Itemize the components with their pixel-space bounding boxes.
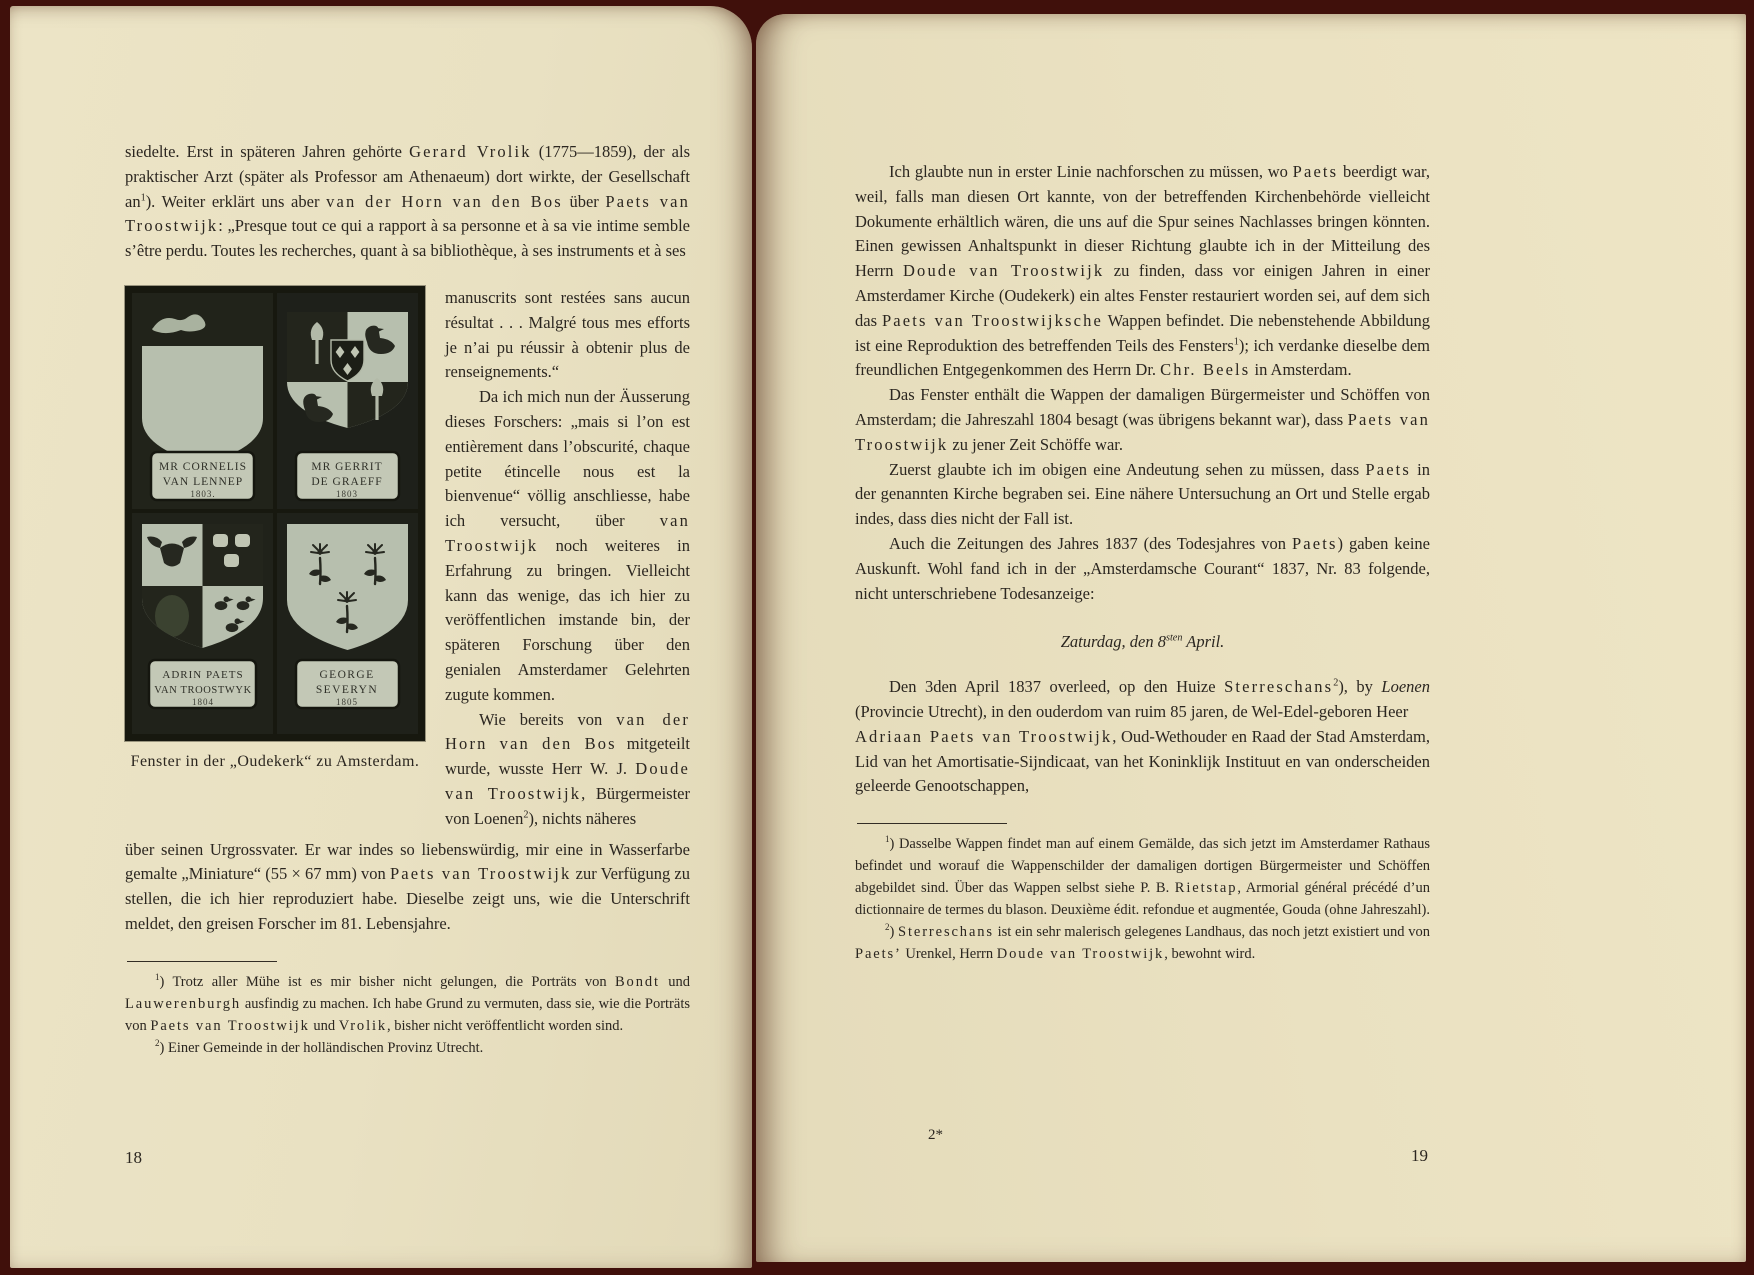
footnote: $^1$) Dasselbe Wappen findet man auf einem Gemälde, das sich jetzt im Amsterdamer Rathaus befindet und worauf die Wappenschilder der damaligen dortigen Bürgermeister und Schöffen abgebildet sind. Über das Wappen selbst siehe P. B. Rietstap, Armorial général précédé d’un dictionnaire de termes du blason. Deuxième édit. refondue et augmentée, Gouda (ohne Jahreszahl). [855, 834, 1430, 919]
footnote-rule [857, 823, 1007, 824]
page-left [10, 6, 752, 1268]
panel-label: DE GRAEFF [311, 475, 383, 488]
paragraph: Adriaan Paets van Troostwijk, Oud-Wethouder en Raad der Stad Amsterdam, Lid van het Amortisatie-Sijndicaat, van het Koninklijk Instituut en van onderscheiden geleerde Genootschappen, [855, 726, 1430, 796]
intro-paragraph: siedelte. Erst in späteren Jahren gehörte Gerard Vrolik (1775—1859), der als praktischer Arzt (später als Professor am Athenaeum) dort wirkte, der Gesellschaft an$^1$). Weiter erklärt uns aber van der Horn van den Bos über Paets van Troostwijk: „Presque tout ce qui a rapport à sa personne et à sa vie intime semble s’être perdu. Toutes les recherches, quant à sa bibliothèque, à ses instruments et à ses [125, 142, 690, 261]
panel-year: 1803 [336, 488, 358, 499]
coat-of-arms-panel-van-lennep [132, 293, 273, 509]
paragraph: Den 3den April 1837 overleed, op den Huize Sterreschans$^2$), by Loenen (Provincie Utrecht), in den ouderdom van ruim 85 jaren, de Wel-Edel-geboren Heer [855, 677, 1430, 721]
paragraph: Auch die Zeitungen des Jahres 1837 (des Todesjahres von Paets) gaben keine Auskunft. Wohl fand ich in der „Amsterdamsche Courant“ 1837, Nr. 83 folgende, nicht unterschriebene Todesanzeige: [855, 533, 1431, 603]
bottom-text-block [125, 838, 690, 937]
footnote: $^2$) Sterreschans ist ein sehr malerisch gelegenes Landhaus, das noch jetzt existiert und von Paets’ Urenkel, Herrn Doude van Troostwijk, bewohnt wird. [855, 922, 1430, 963]
panel-year: 1804 [192, 696, 214, 707]
coat-of-arms-panel-paets-van-troostwyk [132, 513, 273, 734]
paragraph: Ich glaubte nun in erster Linie nachforschen zu müssen, wo Paets beerdigt war, weil, falls man diesen Ort kannte, von der betreffenden Kirchenbehörde vielleicht Dokumente erhältlich wären, die uns auf die Spur seines Nachlasses bringen könnten. Einen gewissen Anhaltspunkt in dieser Richtung glaubte ich in der Mitteilung des Herrn Doude van Troostwijk zu finden, dass vor einigen Jahren in einer Amsterdamer Kirche (Oudekerk) ein altes Fenster restauriert worden sei, auf dem sich das Paets van Troostwijksche Wappen befindet. Die nebenstehende Abbildung ist eine Reproduktion des betreffenden Teils des Fensters$^1$); ich verdanke dieselbe dem freundlichen Entgegenkommen des Herrn Dr. Chr. Beels in Amsterdam. [855, 162, 1431, 380]
paragraph: Zuerst glaubte ich im obigen eine Andeutung sehen zu müssen, dass Paets in der genannten Kirche begraben sei. Eine nähere Untersuchung an Ort und Stelle ergab indes, dass dies nicht der Fall ist. [855, 459, 1430, 529]
page-number-right: 19 [1411, 1146, 1428, 1165]
body-text-right [855, 160, 1430, 799]
footnote: $^1$) Trotz aller Mühe ist es mir bisher nicht gelungen, die Porträts von Bondt und Lauwerenburgh ausfindig zu machen. Ich habe Grund zu vermuten, dass sie, wie die Porträts von Paets van Troostwijk und Vrolik, bisher nicht veröffentlicht worden sind. [125, 971, 690, 1034]
coat-of-arms-panel-severyn [277, 513, 418, 734]
window-figure [125, 286, 425, 771]
panel-label: MR GERRIT [311, 460, 383, 473]
footnote: $^2$) Einer Gemeinde in der holländischen Provinz Utrecht. [155, 1037, 484, 1056]
panel-label: VAN LENNEP [162, 475, 244, 488]
figure-caption: Fenster in der „Oudekerk“ zu Amsterdam. [130, 752, 420, 770]
stained-glass-window-photo [125, 286, 425, 741]
paragraph: manuscrits sont restées sans aucun résultat . . . Malgré tous mes efforts je n’ai pu réussir à obtenir plus de renseignements.“ [445, 287, 690, 382]
footnote-rule [127, 961, 277, 962]
panel-label: GEORGE [319, 668, 375, 681]
panel-label: SEVERYN [315, 683, 379, 696]
page-number-left: 18 [125, 1148, 142, 1167]
panel-label: ADRIN PAETS [162, 668, 244, 681]
panel-label: VAN TROOSTWYK [154, 684, 252, 696]
footnotes-right [855, 823, 1430, 965]
paragraph: Da ich mich nun der Äusserung dieses Forschers: „mais si l’on est entièrement dans l’obscurité, chaque petite étincelle nous est la bienvenue“ völlig anschliesse, habe ich versucht, über van Troostwijk noch weiteres in Erfahrung zu bringen. Vielleicht kann das wenige, das ich hier zu veröffentlichen imstande bin, der späteren Forschung über den genialen Amsterdamer Gelehrten zugute kommen. [445, 387, 690, 704]
narrow-text-column [445, 286, 690, 832]
figure-and-column-row [125, 286, 690, 832]
signature-mark: 2* [928, 1127, 943, 1143]
paragraph: Das Fenster enthält die Wappen der damaligen Bürgermeister und Schöffen von Amsterdam; die Jahreszahl 1804 besagt (was übrigens bekannt war), dass Paets van Troostwijk zu jener Zeit Schöffe war. [855, 385, 1430, 454]
panel-year: 1805 [336, 696, 358, 707]
paragraph: über seinen Urgrossvater. Er war indes so liebenswürdig, mir eine in Wasserfarbe gemalte „Miniature“ (55 × 67 mm) von Paets van Troostwijk zur Verfügung zu stellen, die ich hier reproduziert habe. Dieselbe zeigt uns, wie die Unterschrift meldet, den greisen Forscher im 81. Lebensjahre. [125, 839, 690, 933]
coat-of-arms-panel-de-graeff [277, 293, 418, 509]
panel-label: MR CORNELIS [159, 460, 247, 473]
paragraph: Wie bereits von van der Horn van den Bos mitgeteilt wurde, wusste Herr W. J. Doude van Troostwijk, Bürgermeister von Loenen$^2$), nichts näheres [445, 709, 690, 828]
page-right [756, 14, 1746, 1262]
footnotes-left [125, 961, 690, 1059]
panel-year: 1803. [190, 488, 216, 499]
paragraph: Zaturdag, den 8$^{sten}$ April. [1060, 632, 1225, 652]
